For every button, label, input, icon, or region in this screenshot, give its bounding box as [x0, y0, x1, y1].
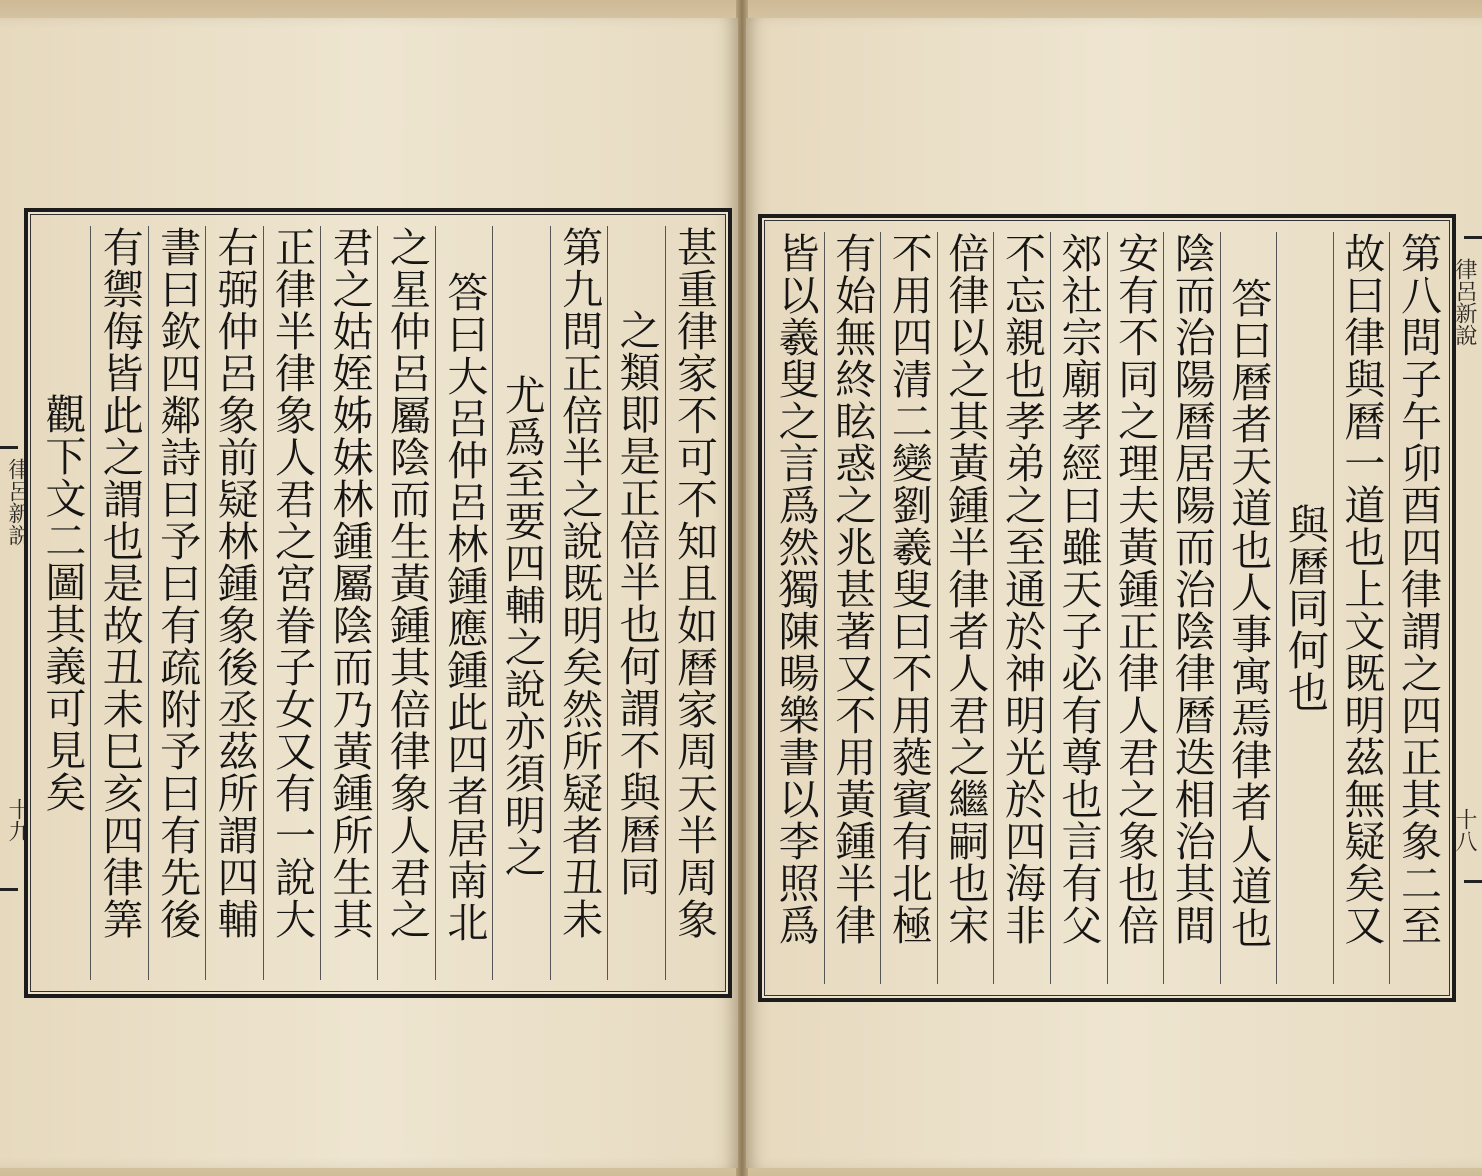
column-text: 右弼仲呂象前疑林鍾象後丞茲所謂四輔: [210, 226, 259, 940]
column-text: 第九問正倍半之說既明矣然所疑者丑未: [555, 226, 604, 940]
column-text: 與曆同何也: [1280, 503, 1329, 713]
text-column: [492, 226, 549, 980]
text-column: [148, 226, 205, 980]
margin-book-title: 律呂新說: [1452, 258, 1477, 346]
text-column: [1276, 232, 1333, 984]
text-column: [1333, 232, 1390, 984]
column-text: 郊社宗廟孝經曰雖天子必有尊也言有父: [1054, 232, 1103, 946]
text-columns: [34, 226, 722, 980]
column-text: 之類即是正倍半也何謂不與曆同: [612, 309, 661, 897]
text-column: [90, 226, 147, 980]
column-text: 倍律以之其黃鍾半律者人君之繼嗣也宋: [941, 232, 990, 946]
column-text: 不忘親也孝弟之至通於神明光於四海非: [997, 232, 1046, 946]
text-column: [550, 226, 607, 980]
text-column: [1220, 232, 1277, 984]
text-column: [937, 232, 994, 984]
column-text: 答曰曆者天道也人事寓焉律者人道也: [1224, 277, 1273, 949]
text-column: [824, 232, 881, 984]
right-page: [746, 18, 1482, 1168]
text-column: [880, 232, 937, 984]
text-column: [263, 226, 320, 980]
column-text: 尤爲至要四輔之說亦須明之: [497, 373, 546, 878]
fishtail-mark-bottom: [1464, 858, 1482, 883]
text-column: [665, 226, 722, 980]
column-text: 有禦侮皆此之謂也是故丑未巳亥四律筭: [95, 226, 144, 940]
column-text: 甚重律家不可不知且如曆家周天半周象: [670, 226, 718, 940]
text-column: [1050, 232, 1107, 984]
text-column: [1107, 232, 1164, 984]
column-text: 答曰大呂仲呂林鍾應鍾此四者居南北: [440, 271, 489, 943]
text-column: [1163, 232, 1220, 984]
column-text: 第八問子午卯酉四律謂之四正其象二至: [1394, 232, 1442, 946]
margin-book-title: 律呂新説: [5, 458, 30, 546]
column-text: 故曰律與曆一道也上文既明茲無疑矣又: [1337, 232, 1386, 946]
text-column: [768, 232, 824, 984]
text-column: [377, 226, 434, 980]
text-column: [607, 226, 664, 980]
fishtail-mark-bottom: [0, 866, 18, 891]
text-column: [34, 226, 90, 980]
text-column: [1389, 232, 1446, 984]
column-text: 不用四清二變劉羲叟曰不用蕤賓有北極: [884, 232, 933, 946]
text-column: [320, 226, 377, 980]
column-text: 陰而治陽曆居陽而治陰律曆迭相治其間: [1167, 232, 1216, 946]
text-column: [435, 226, 492, 980]
column-text: 書曰欽四鄰詩曰予曰有疏附予曰有先後: [153, 226, 202, 940]
text-column: [205, 226, 262, 980]
column-text: 之星仲呂屬陰而生黃鍾其倍律象人君之: [382, 226, 431, 940]
text-frame: [758, 214, 1456, 1002]
left-page: [0, 18, 738, 1168]
margin-page-number: 十九: [5, 798, 30, 842]
text-columns: [768, 232, 1446, 984]
column-text: 皆以羲叟之言爲然獨陳暘樂書以李照爲: [771, 232, 820, 946]
column-text: 安有不同之理夫黃鍾正律人君之象也倍: [1111, 232, 1160, 946]
text-frame: [24, 208, 732, 998]
column-text: 有始無終眩惑之兆甚著又不用黃鍾半律: [828, 232, 877, 946]
column-text: 觀下文二圖其義可見矣: [38, 393, 87, 813]
column-text: 正律半律象人君之宮眷子女又有一說大: [268, 226, 317, 940]
margin-page-number: 十八: [1452, 808, 1477, 852]
column-text: 君之姑姪姊妹林鍾屬陰而乃黃鍾所生其: [325, 226, 374, 940]
text-column: [993, 232, 1050, 984]
